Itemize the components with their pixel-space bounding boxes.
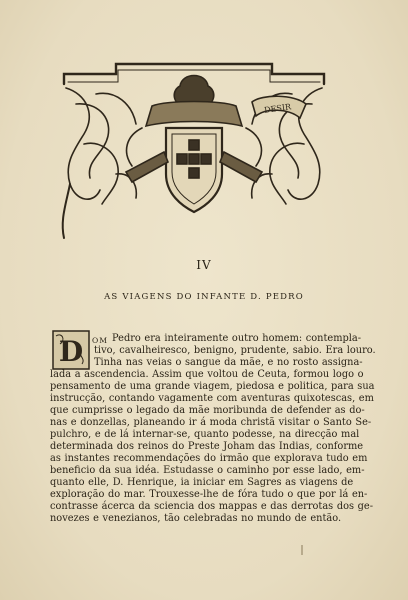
- headpiece-motto-banner: DESIR: [263, 102, 292, 115]
- chapter-title: AS VIAGENS DO INFANTE D. PEDRO: [104, 292, 304, 302]
- paragraph-line: pulchro, e de lá internar-se, quanto podesse, na direcção mal: [50, 429, 360, 440]
- paragraph-line: determinada dos reinos do Preste Joham das Indias, conforme: [50, 441, 364, 452]
- drop-cap-ornament: [52, 330, 90, 370]
- paragraph-line: as instantes recommendações do irmão que explorava tudo em: [50, 453, 368, 464]
- paragraph-line: lada a ascendencia. Assim que voltou de Ceuta, formou logo o: [50, 369, 364, 380]
- paragraph-line: nas e donzellas, planeando ir á moda christã visitar o Santo Se-: [50, 417, 372, 428]
- paragraph-line: quanto elle, D. Henrique, ia iniciar em Sagres as viagens de: [50, 477, 354, 488]
- paragraph-line: contrasse ácerca da sciencia dos mappas e das derrotas dos ge-: [50, 501, 374, 512]
- paragraph-line: que cumprisse o legado da mãe moribunda de defender as do-: [50, 405, 365, 416]
- paragraph-line: Pedro era inteiramente outro homem: contempla-: [112, 333, 362, 344]
- paragraph-line: beneficio da sua idéa. Estudasse o caminho por esse lado, em-: [50, 465, 365, 476]
- ink-mark: [300, 540, 304, 550]
- paragraph-line: tivo, cavalheiresco, benigno, prudente, sabio. Era louro.: [94, 345, 376, 356]
- paragraph-line: exploração do mar. Trouxesse-lhe de fóra tudo o que por lá en-: [50, 489, 368, 500]
- drop-cap-letter: D: [58, 335, 84, 368]
- first-word-small-caps: OM: [92, 336, 109, 345]
- chapter-number: IV: [196, 258, 212, 272]
- paragraph-line: novezes e venezianos, tão celebradas no mundo de então.: [50, 513, 342, 524]
- heraldic-headpiece-ornament: [56, 44, 332, 244]
- paragraph-line: Tinha nas veias o sangue da mãe, e no rosto assigna-: [94, 357, 363, 368]
- paragraph-line: instrucção, contando vagamente com aventuras quixotescas, em: [50, 393, 374, 404]
- paragraph-line: pensamento de uma grande viagem, piedosa e politica, para sua: [50, 381, 375, 392]
